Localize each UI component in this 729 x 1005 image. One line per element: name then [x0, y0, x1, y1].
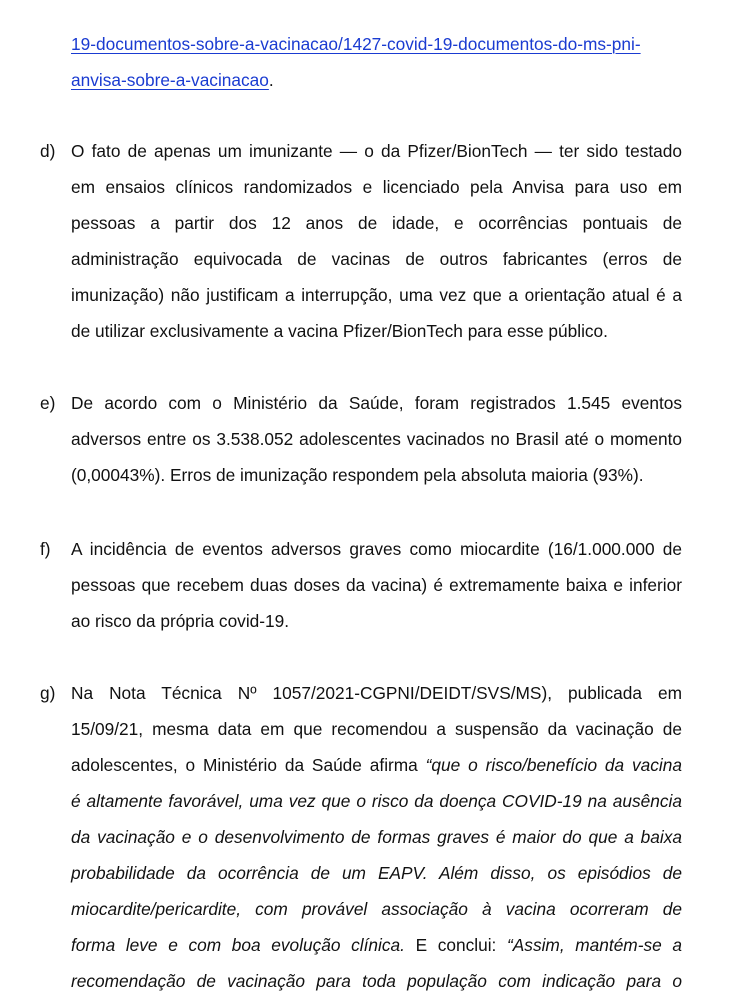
item-f-line: A incidência de eventos adversos graves como miocardite (16/1.000.000 de: [71, 539, 682, 559]
item-e-line: De acordo com o Ministério da Saúde, foram registrados 1.545 eventos: [71, 393, 682, 413]
item-g-quote: forma leve e com boa evolução clínica.: [71, 935, 405, 955]
item-f-line: ao risco da própria covid-19.: [71, 611, 290, 631]
item-e-line: (0,00043%). Erros de imunização respondem pela absoluta maioria (93%).: [71, 465, 644, 485]
item-g-quote: recomendação de vacinação para toda população com indicação para o: [71, 971, 682, 991]
item-f-marker: f): [40, 539, 51, 559]
item-g-line: [71, 898, 682, 920]
item-g-line: 15/09/21, mesma data em que recomendou a suspensão da vacinação de: [71, 719, 682, 739]
item-g-text: E conclui:: [404, 935, 508, 955]
link-period: .: [268, 70, 274, 90]
link-line-2[interactable]: [71, 69, 682, 91]
item-e-line: adversos entre os 3.538.052 adolescentes vacinados no Brasil até o momento: [71, 429, 682, 449]
item-g-quote: “que o risco/benefício da vacina: [425, 755, 682, 775]
item-g-quote: “Assim, mantém-se a: [507, 935, 682, 955]
reference-link-part-1[interactable]: 19-documentos-sobre-a-vacinacao/1427-covid-19-documentos-do-ms-pni-: [71, 34, 641, 54]
item-g-quote: probabilidade da ocorrência de um EAPV. Além disso, os episódios de: [71, 863, 682, 883]
item-g-text: adolescentes, o Ministério da Saúde afirma: [71, 755, 426, 775]
item-d-line: pessoas a partir dos 12 anos de idade, e ocorrências pontuais de: [71, 213, 682, 233]
item-g-line: [71, 754, 682, 776]
item-g-quote: da vacinação e o desenvolvimento de formas graves é maior do que a baixa: [71, 827, 682, 847]
item-g-line: [71, 934, 682, 956]
item-g-marker: g): [40, 683, 56, 703]
item-d-line: imunização) não justificam a interrupção, uma vez que a orientação atual é a: [71, 285, 682, 305]
item-g-line: [71, 862, 682, 884]
item-d-line: em ensaios clínicos randomizados e licenciado pela Anvisa para uso em: [71, 177, 682, 197]
item-g-line: [71, 826, 682, 848]
item-f-line: pessoas que recebem duas doses da vacina) é extremamente baixa e inferior: [71, 575, 682, 595]
link-line-1[interactable]: [71, 33, 682, 55]
item-g-quote: é altamente favorável, uma vez que o risco da doença COVID-19 na ausência: [71, 791, 682, 811]
item-e-marker: e): [40, 393, 56, 413]
item-g-line: [71, 970, 682, 992]
item-g-quote: miocardite/pericardite, com provável associação à vacina ocorreram de: [71, 899, 682, 919]
item-g-line: Na Nota Técnica Nº 1057/2021-CGPNI/DEIDT/SVS/MS), publicada em: [71, 683, 682, 703]
item-d-line: de utilizar exclusivamente a vacina Pfizer/BionTech para esse público.: [71, 321, 608, 341]
item-d-line: administração equivocada de vacinas de outros fabricantes (erros de: [71, 249, 682, 269]
item-d-line: O fato de apenas um imunizante — o da Pfizer/BionTech — ter sido testado: [71, 141, 682, 161]
item-g-line: [71, 790, 682, 812]
reference-link-part-2[interactable]: anvisa-sobre-a-vacinacao: [71, 70, 269, 90]
item-d-marker: d): [40, 141, 56, 161]
